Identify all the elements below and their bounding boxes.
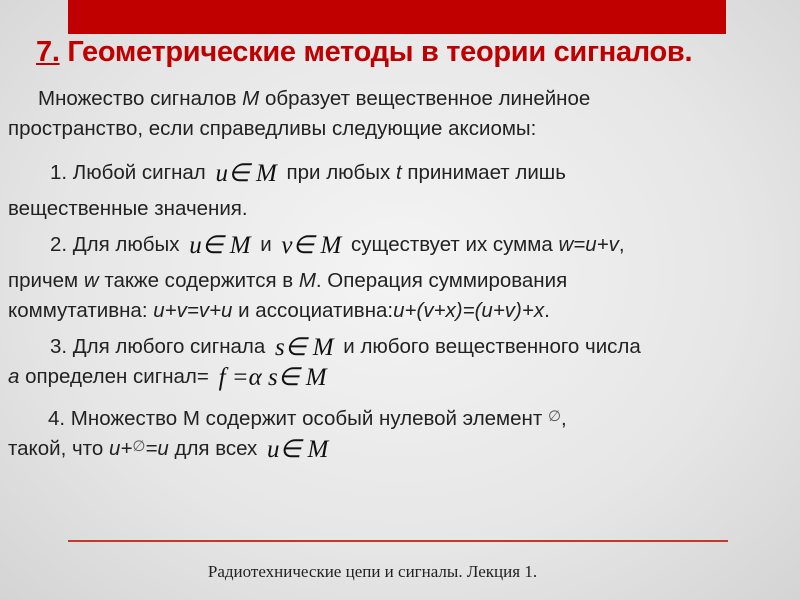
- axiom-2-line-3: [8, 296, 550, 326]
- axiom-text: определен сигнал=: [19, 365, 209, 388]
- formula-null-sum: =u: [145, 437, 169, 460]
- axiom-text: для всех: [168, 437, 264, 460]
- axiom-3-line-2: [8, 362, 331, 393]
- formula-associative: u+(v+x)=(u+v)+x: [393, 299, 545, 322]
- axiom-text: при любых: [280, 161, 396, 184]
- axiom-2-line-2: [8, 266, 567, 296]
- formula-s-in-m: s∈ M: [275, 334, 334, 361]
- axiom-1-line-1: [50, 158, 566, 189]
- axiom-text: также содержится в: [98, 269, 299, 292]
- scalar-variable: a: [8, 365, 20, 388]
- title-accent-bar: [68, 0, 726, 34]
- axiom-text: и любого вещественного числа: [337, 335, 641, 358]
- formula-commutative: u+v=v+u: [153, 299, 233, 322]
- formula-f-alpha-s: f =α s∈ M: [218, 364, 327, 391]
- null-element-symbol: ∅: [547, 408, 562, 425]
- set-variable: M: [298, 269, 316, 292]
- axiom-1-line-2: вещественные значения.: [8, 197, 248, 220]
- axiom-text: 2. Для любых: [50, 233, 180, 256]
- axiom-text: 3. Для любого сигнала: [50, 335, 266, 358]
- axiom-text: такой, что: [8, 437, 109, 460]
- axiom-text: и ассоциативна:: [232, 299, 394, 322]
- intro-text: образует вещественное линейное: [259, 87, 591, 110]
- intro-text: Множество сигналов: [38, 87, 243, 110]
- axiom-3-line-1: [50, 332, 641, 363]
- axiom-text: причем: [8, 269, 84, 292]
- intro-line-2: пространство, если справедливы следующие аксиомы:: [8, 117, 537, 140]
- formula-v-in-m: v∈ M: [281, 232, 342, 259]
- formula-sum: w=u+v: [558, 233, 619, 256]
- axiom-text: .: [544, 299, 550, 322]
- axiom-text: 1. Любой сигнал: [50, 161, 206, 184]
- footer-divider: [68, 540, 728, 542]
- formula-null-sum: u+: [108, 437, 133, 460]
- axiom-text: коммутативна:: [8, 299, 154, 322]
- footer-caption: Радиотехнические цепи и сигналы. Лекция 1.: [207, 562, 538, 581]
- formula-u-in-m: u∈ M: [215, 160, 277, 187]
- axiom-text: существует их сумма: [345, 233, 559, 256]
- axiom-text: 4. Множество М содержит особый нулевой элемент: [48, 407, 548, 430]
- title-text: Геометрические методы в теории сигналов.: [59, 36, 693, 68]
- set-variable: M: [242, 87, 260, 110]
- axiom-text: ,: [618, 233, 625, 256]
- formula-u-in-m: u∈ M: [267, 436, 329, 463]
- axiom-4-line-2: [8, 432, 332, 465]
- axiom-4-line-1: [48, 402, 567, 434]
- axiom-text: принимает лишь: [401, 161, 566, 184]
- slide-title: [36, 36, 776, 69]
- time-variable: t: [395, 161, 402, 184]
- axiom-text: и: [254, 233, 278, 256]
- intro-line-1: [38, 84, 590, 114]
- sum-variable: w: [83, 269, 99, 292]
- axiom-2-line-1: [50, 230, 625, 261]
- null-element-symbol: ∅: [132, 438, 146, 455]
- axiom-text: ,: [561, 407, 567, 430]
- formula-u-in-m: u∈ M: [189, 232, 251, 259]
- axiom-text: . Операция суммирования: [315, 269, 568, 292]
- title-number: 7.: [36, 36, 60, 68]
